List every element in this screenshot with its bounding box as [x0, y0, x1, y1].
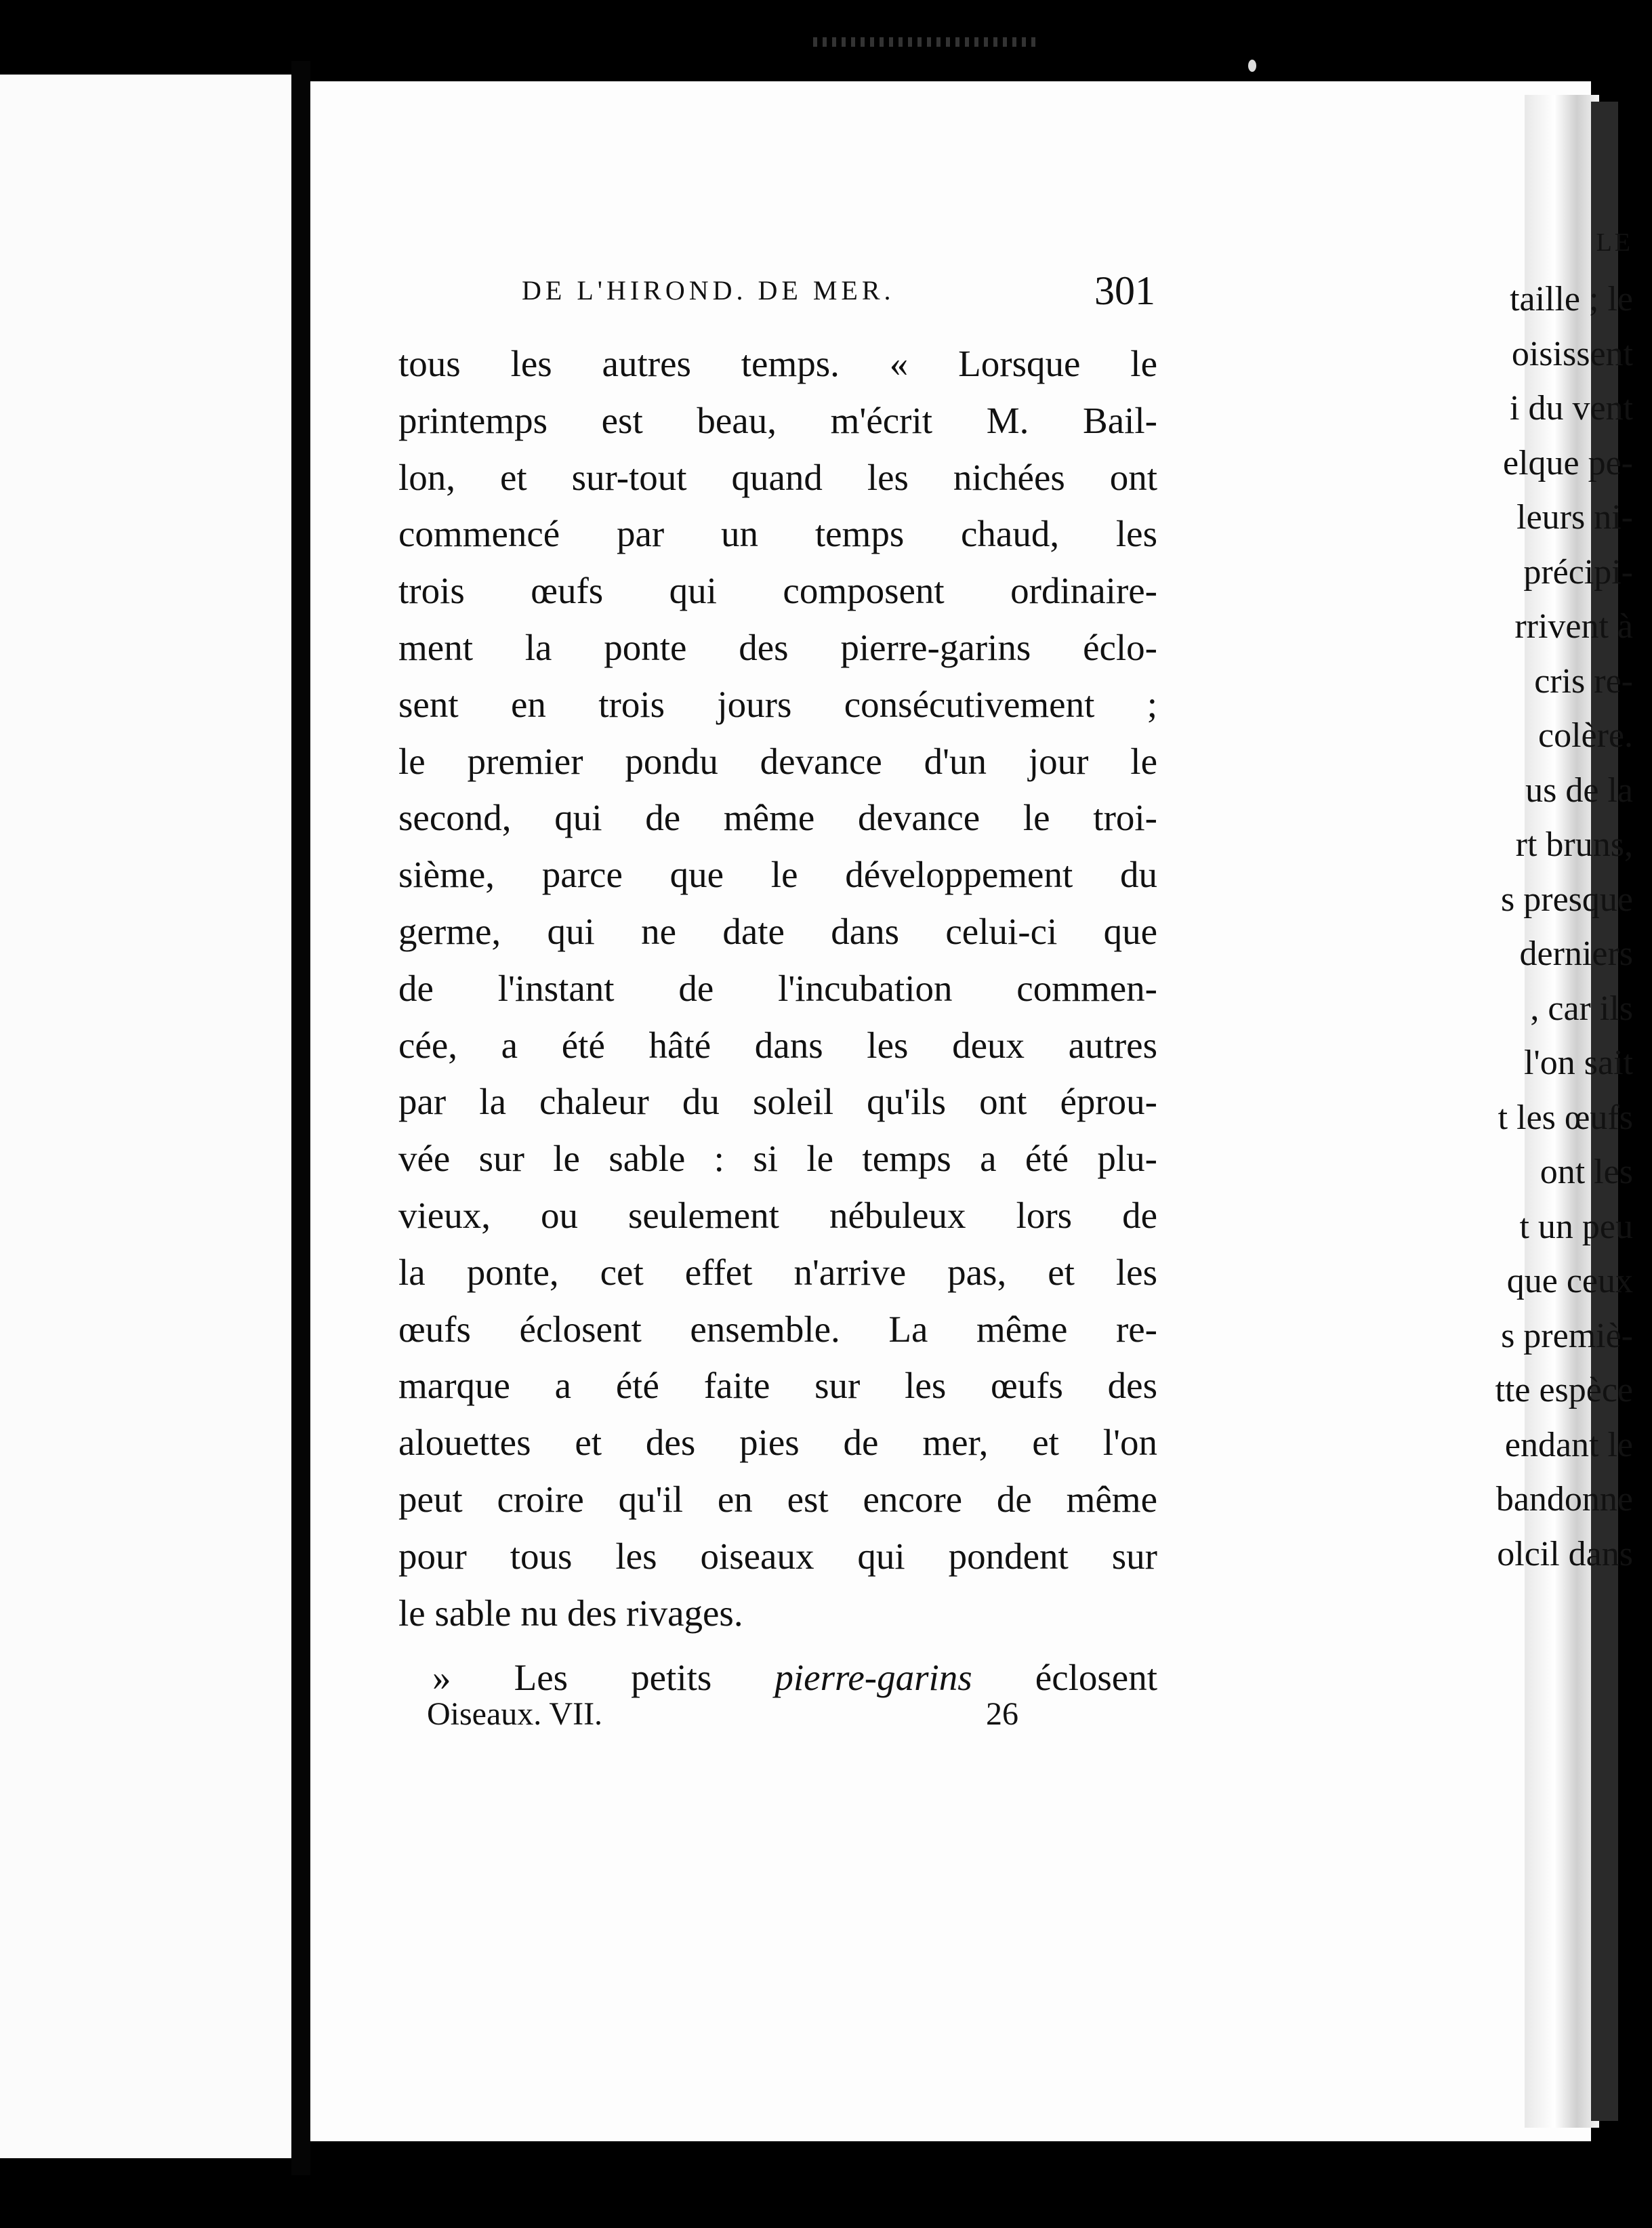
- text-line: peut croire qu'il en est encore de même: [398, 1478, 1157, 1520]
- scan-artifact-dot: [1248, 60, 1256, 72]
- text-line: le sable nu des rivages.: [398, 1592, 743, 1634]
- text-line: ont les: [1540, 1153, 1633, 1191]
- text-line: par la chaleur du soleil qu'ils ont éprou-: [398, 1081, 1157, 1123]
- text-line: bandonne: [1495, 1480, 1633, 1519]
- text-line: tte espèce: [1495, 1371, 1633, 1409]
- text-line: sième, parce que le développement du: [398, 854, 1157, 896]
- left-page-text: [1495, 215, 1633, 1582]
- signature-mark: 26: [986, 1696, 1018, 1732]
- page-number: 301: [1094, 268, 1155, 313]
- text-line: ment la ponte des pierre-garins éclo-: [398, 626, 1157, 668]
- signature-footer: Oiseaux. VII.: [427, 1696, 603, 1732]
- scan-artifact: [813, 37, 1037, 47]
- text-line: la ponte, cet effet n'arrive pas, et les: [398, 1251, 1157, 1293]
- text-line: tous les autres temps. « Lorsque le: [398, 343, 1157, 384]
- text-line: derniers: [1519, 934, 1633, 973]
- text-line: vieux, ou seulement nébuleux lors de: [398, 1194, 1157, 1236]
- text-line: i du vent: [1510, 389, 1633, 428]
- text-line: oisissent: [1511, 334, 1633, 373]
- text-line: t les œufs: [1498, 1098, 1633, 1137]
- text-line: vée sur le sable : si le temps a été plu-: [398, 1138, 1157, 1180]
- text-line: pour tous les oiseaux qui pondent sur: [398, 1535, 1157, 1577]
- running-head: DE L'HIROND. DE MER.: [522, 275, 895, 306]
- text-line: second, qui de même devance le troi-: [398, 797, 1157, 839]
- text-line: commencé par un temps chaud, les: [398, 513, 1157, 555]
- text-line: germe, qui ne date dans celui-ci que: [398, 910, 1157, 952]
- text-line: que ceux: [1506, 1262, 1633, 1300]
- text-line: le premier pondu devance d'un jour le: [398, 740, 1157, 782]
- text-line: rt bruns,: [1515, 825, 1633, 864]
- text-line: trois œufs qui composent ordinaire-: [398, 570, 1157, 612]
- text-line: taille ; le: [1510, 280, 1633, 318]
- text-line: elque pe-: [1502, 443, 1633, 482]
- text-line: lon, et sur-tout quand les nichées ont: [398, 456, 1157, 498]
- text-run: éclosent: [972, 1657, 1157, 1699]
- text-line: colère.: [1537, 716, 1633, 755]
- text-line: œufs éclosent ensemble. La même re-: [398, 1308, 1157, 1350]
- text-line: leurs ni-: [1516, 498, 1633, 537]
- left-page: [0, 75, 291, 2158]
- text-line: sent en trois jours consécutivement ;: [398, 683, 1157, 725]
- left-running-head: LE: [1596, 228, 1633, 257]
- text-line: marque a été faite sur les œufs des: [398, 1365, 1157, 1407]
- text-line: cris re-: [1534, 661, 1633, 701]
- text-line: olcil dans: [1497, 1534, 1633, 1573]
- body-text: [398, 335, 1157, 1706]
- text-run: » Les petits: [432, 1657, 775, 1699]
- text-line: s premiè-: [1501, 1316, 1633, 1355]
- text-line: de l'instant de l'incubation commen-: [398, 967, 1157, 1009]
- text-line: rrivent à: [1514, 607, 1633, 646]
- text-line: s presque: [1501, 880, 1633, 919]
- text-line: t un peu: [1519, 1207, 1633, 1246]
- italic-term: pierre-garins: [775, 1657, 972, 1699]
- text-line: l'on sait: [1523, 1044, 1633, 1082]
- text-line: , car ils: [1530, 989, 1633, 1028]
- text-line: endant le: [1504, 1425, 1633, 1464]
- text-line: us de la: [1525, 770, 1633, 810]
- text-line: cée, a été hâté dans les deux autres: [398, 1024, 1157, 1066]
- text-line: printemps est beau, m'écrit M. Bail-: [398, 399, 1157, 441]
- text-line: alouettes et des pies de mer, et l'on: [398, 1422, 1157, 1464]
- book-gutter: [291, 61, 310, 2175]
- text-line: précipi-: [1523, 552, 1633, 592]
